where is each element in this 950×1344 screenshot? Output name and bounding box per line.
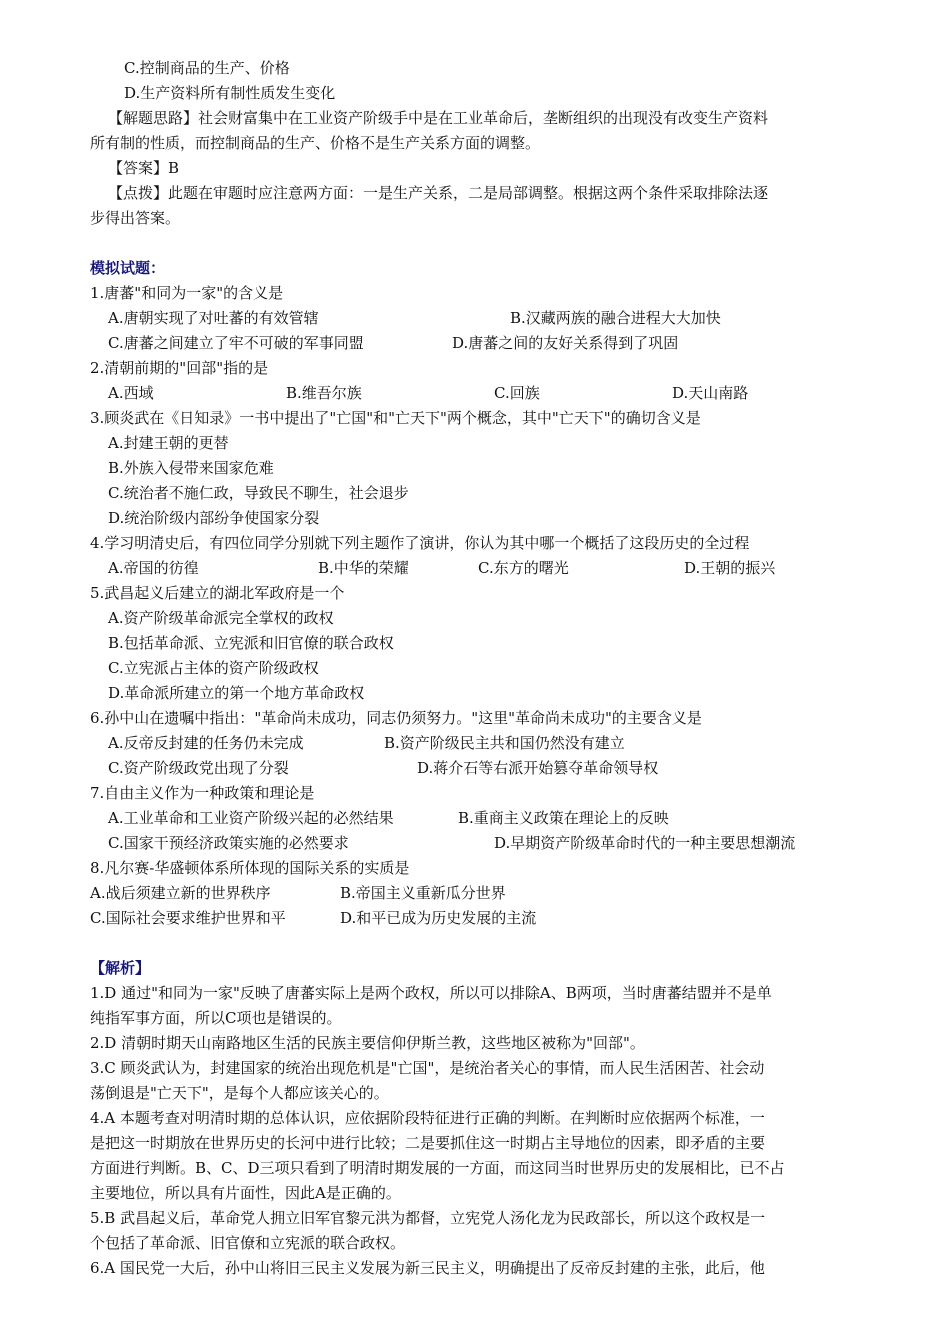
q7-option-b: B.重商主义政策在理论上的反映 (458, 809, 669, 827)
q8-option-a: A.战后须建立新的世界秩序 (90, 884, 271, 902)
q7-options-row-1 (90, 806, 870, 831)
solution-line-2: 所有制的性质，而控制商品的生产、价格不是生产关系方面的调整。 (90, 134, 541, 152)
q5-option-a: A.资产阶级革命派完全掌权的政权 (108, 609, 334, 627)
q1-options-row-1 (90, 306, 870, 331)
q2-option-c: C.回族 (494, 384, 540, 402)
analysis-5-line-2: 个包括了革命派、旧官僚和立宪派的联合政权。 (90, 1234, 406, 1252)
q7-option-c: C.国家干预经济政策实施的必然要求 (108, 834, 349, 852)
q6-options-row-1 (90, 731, 870, 756)
q4-option-c: C.东方的曙光 (478, 559, 569, 577)
q3-option-a: A.封建王朝的更替 (108, 434, 229, 452)
q8-option-b: B.帝国主义重新瓜分世界 (340, 884, 506, 902)
analysis-5-line-1: 5.B 武昌起义后，革命党人拥立旧军官黎元洪为都督，立宪党人汤化龙为民政部长，所以这个政权是一 (90, 1209, 766, 1227)
tip-line-2: 步得出答案。 (90, 209, 181, 227)
q8-options-row-1 (90, 881, 870, 906)
q8-options-row-2 (90, 906, 870, 931)
question-6: 6.孙中山在遗嘱中指出："革命尚未成功，同志仍须努力。"这里"革命尚未成功"的主要含义是 (90, 709, 702, 727)
q6-option-b: B.资产阶级民主共和国仍然没有建立 (384, 734, 625, 752)
question-2: 2.清朝前期的"回部"指的是 (90, 359, 269, 377)
q5-option-b: B.包括革命派、立宪派和旧官僚的联合政权 (108, 634, 394, 652)
analysis-heading: 【解析】 (90, 959, 151, 977)
q3-option-b: B.外族入侵带来国家危难 (108, 459, 274, 477)
q5-option-c: C.立宪派占主体的资产阶级政权 (108, 659, 319, 677)
q8-option-d: D.和平已成为历史发展的主流 (340, 909, 537, 927)
q6-option-c: C.资产阶级政党出现了分裂 (108, 759, 289, 777)
question-5: 5.武昌起义后建立的湖北军政府是一个 (90, 584, 345, 602)
q3-option-c: C.统治者不施仁政，导致民不聊生，社会退步 (108, 484, 409, 502)
solution-line-1: 【解题思路】社会财富集中在工业资产阶级手中是在工业革命后，垄断组织的出现没有改变生产资料 (108, 109, 769, 127)
q6-options-row-2 (90, 756, 870, 781)
q8-option-c: C.国际社会要求维护世界和平 (90, 909, 286, 927)
q7-options-row-2 (90, 831, 870, 856)
q2-options-row (90, 381, 870, 406)
analysis-1-line-1: 1.D 通过"和同为一家"反映了唐蕃实际上是两个政权，所以可以排除A、B两项，当时唐蕃结盟并不是单 (90, 984, 772, 1002)
q1-option-d: D.唐蕃之间的友好关系得到了巩固 (452, 334, 679, 352)
question-1: 1.唐蕃"和同为一家"的含义是 (90, 284, 284, 302)
analysis-3-line-1: 3.C 顾炎武认为，封建国家的统治出现危机是"亡国"，是统治者关心的事情，而人民生活困苦、社会动 (90, 1059, 765, 1077)
q3-option-d: D.统治阶级内部纷争使国家分裂 (108, 509, 320, 527)
answer: 【答案】B (108, 159, 180, 177)
q2-option-b: B.维吾尔族 (286, 384, 362, 402)
question-4: 4.学习明清史后，有四位同学分别就下列主题作了演讲，你认为其中哪一个概括了这段历史的全过程 (90, 534, 750, 552)
q1-option-b: B.汉藏两族的融合进程大大加快 (510, 309, 721, 327)
q4-options-row (90, 556, 870, 581)
mock-heading: 模拟试题： (90, 259, 166, 277)
analysis-4-line-2: 是把这一时期放在世界历史的长河中进行比较；二是要抓住这一时期占主导地位的因素，即矛盾的主要 (90, 1134, 766, 1152)
q6-option-d: D.蒋介石等右派开始篡夺革命领导权 (417, 759, 659, 777)
q7-option-a: A.工业革命和工业资产阶级兴起的必然结果 (108, 809, 394, 827)
analysis-2-line-1: 2.D 清朝时期天山南路地区生活的民族主要信仰伊斯兰教，这些地区被称为"回部"。 (90, 1034, 645, 1052)
q4-option-d: D.王朝的振兴 (684, 559, 776, 577)
q2-option-d: D.天山南路 (672, 384, 749, 402)
question-3: 3.顾炎武在《日知录》一书中提出了"亡国"和"亡天下"两个概念，其中"亡天下"的确切含义是 (90, 409, 701, 427)
analysis-3-line-2: 荡倒退是"亡天下"，是每个人都应该关心的。 (90, 1084, 389, 1102)
analysis-4-line-1: 4.A 本题考查对明清时期的总体认识，应依据阶段特征进行正确的判断。在判断时应依据两个标准，一 (90, 1109, 765, 1127)
q1-options-row-2 (90, 331, 870, 356)
analysis-6-line-1: 6.A 国民党一大后，孙中山将旧三民主义发展为新三民主义，明确提出了反帝反封建的主张，此后，他 (90, 1259, 765, 1277)
q5-option-d: D.革命派所建立的第一个地方革命政权 (108, 684, 365, 702)
document-page (90, 56, 870, 1281)
analysis-1-line-2: 纯指军事方面，所以C项也是错误的。 (90, 1009, 342, 1027)
analysis-4-line-4: 主要地位，所以具有片面性，因此A是正确的。 (90, 1184, 401, 1202)
q4-option-b: B.中华的荣耀 (318, 559, 409, 577)
tip-line-1: 【点拨】此题在审题时应注意两方面：一是生产关系，二是局部调整。根据这两个条件采取排除法逐 (108, 184, 769, 202)
question-8: 8.凡尔赛-华盛顿体系所体现的国际关系的实质是 (90, 859, 410, 877)
analysis-4-line-3: 方面进行判断。B、C、D三项只看到了明清时期发展的一方面，而这同当时世界历史的发展相比，已不占 (90, 1159, 785, 1177)
q1-option-a: A.唐朝实现了对吐蕃的有效管辖 (108, 309, 319, 327)
q1-option-c: C.唐蕃之间建立了牢不可破的军事同盟 (108, 334, 364, 352)
q4-option-a: A.帝国的彷徨 (108, 559, 199, 577)
q6-option-a: A.反帝反封建的任务仍未完成 (108, 734, 304, 752)
option-d: D.生产资料所有制性质发生变化 (124, 84, 336, 102)
q2-option-a: A.西域 (108, 384, 154, 402)
option-c: C.控制商品的生产、价格 (124, 59, 290, 77)
q7-option-d: D.早期资产阶级革命时代的一种主要思想潮流 (494, 834, 796, 852)
question-7: 7.自由主义作为一种政策和理论是 (90, 784, 315, 802)
